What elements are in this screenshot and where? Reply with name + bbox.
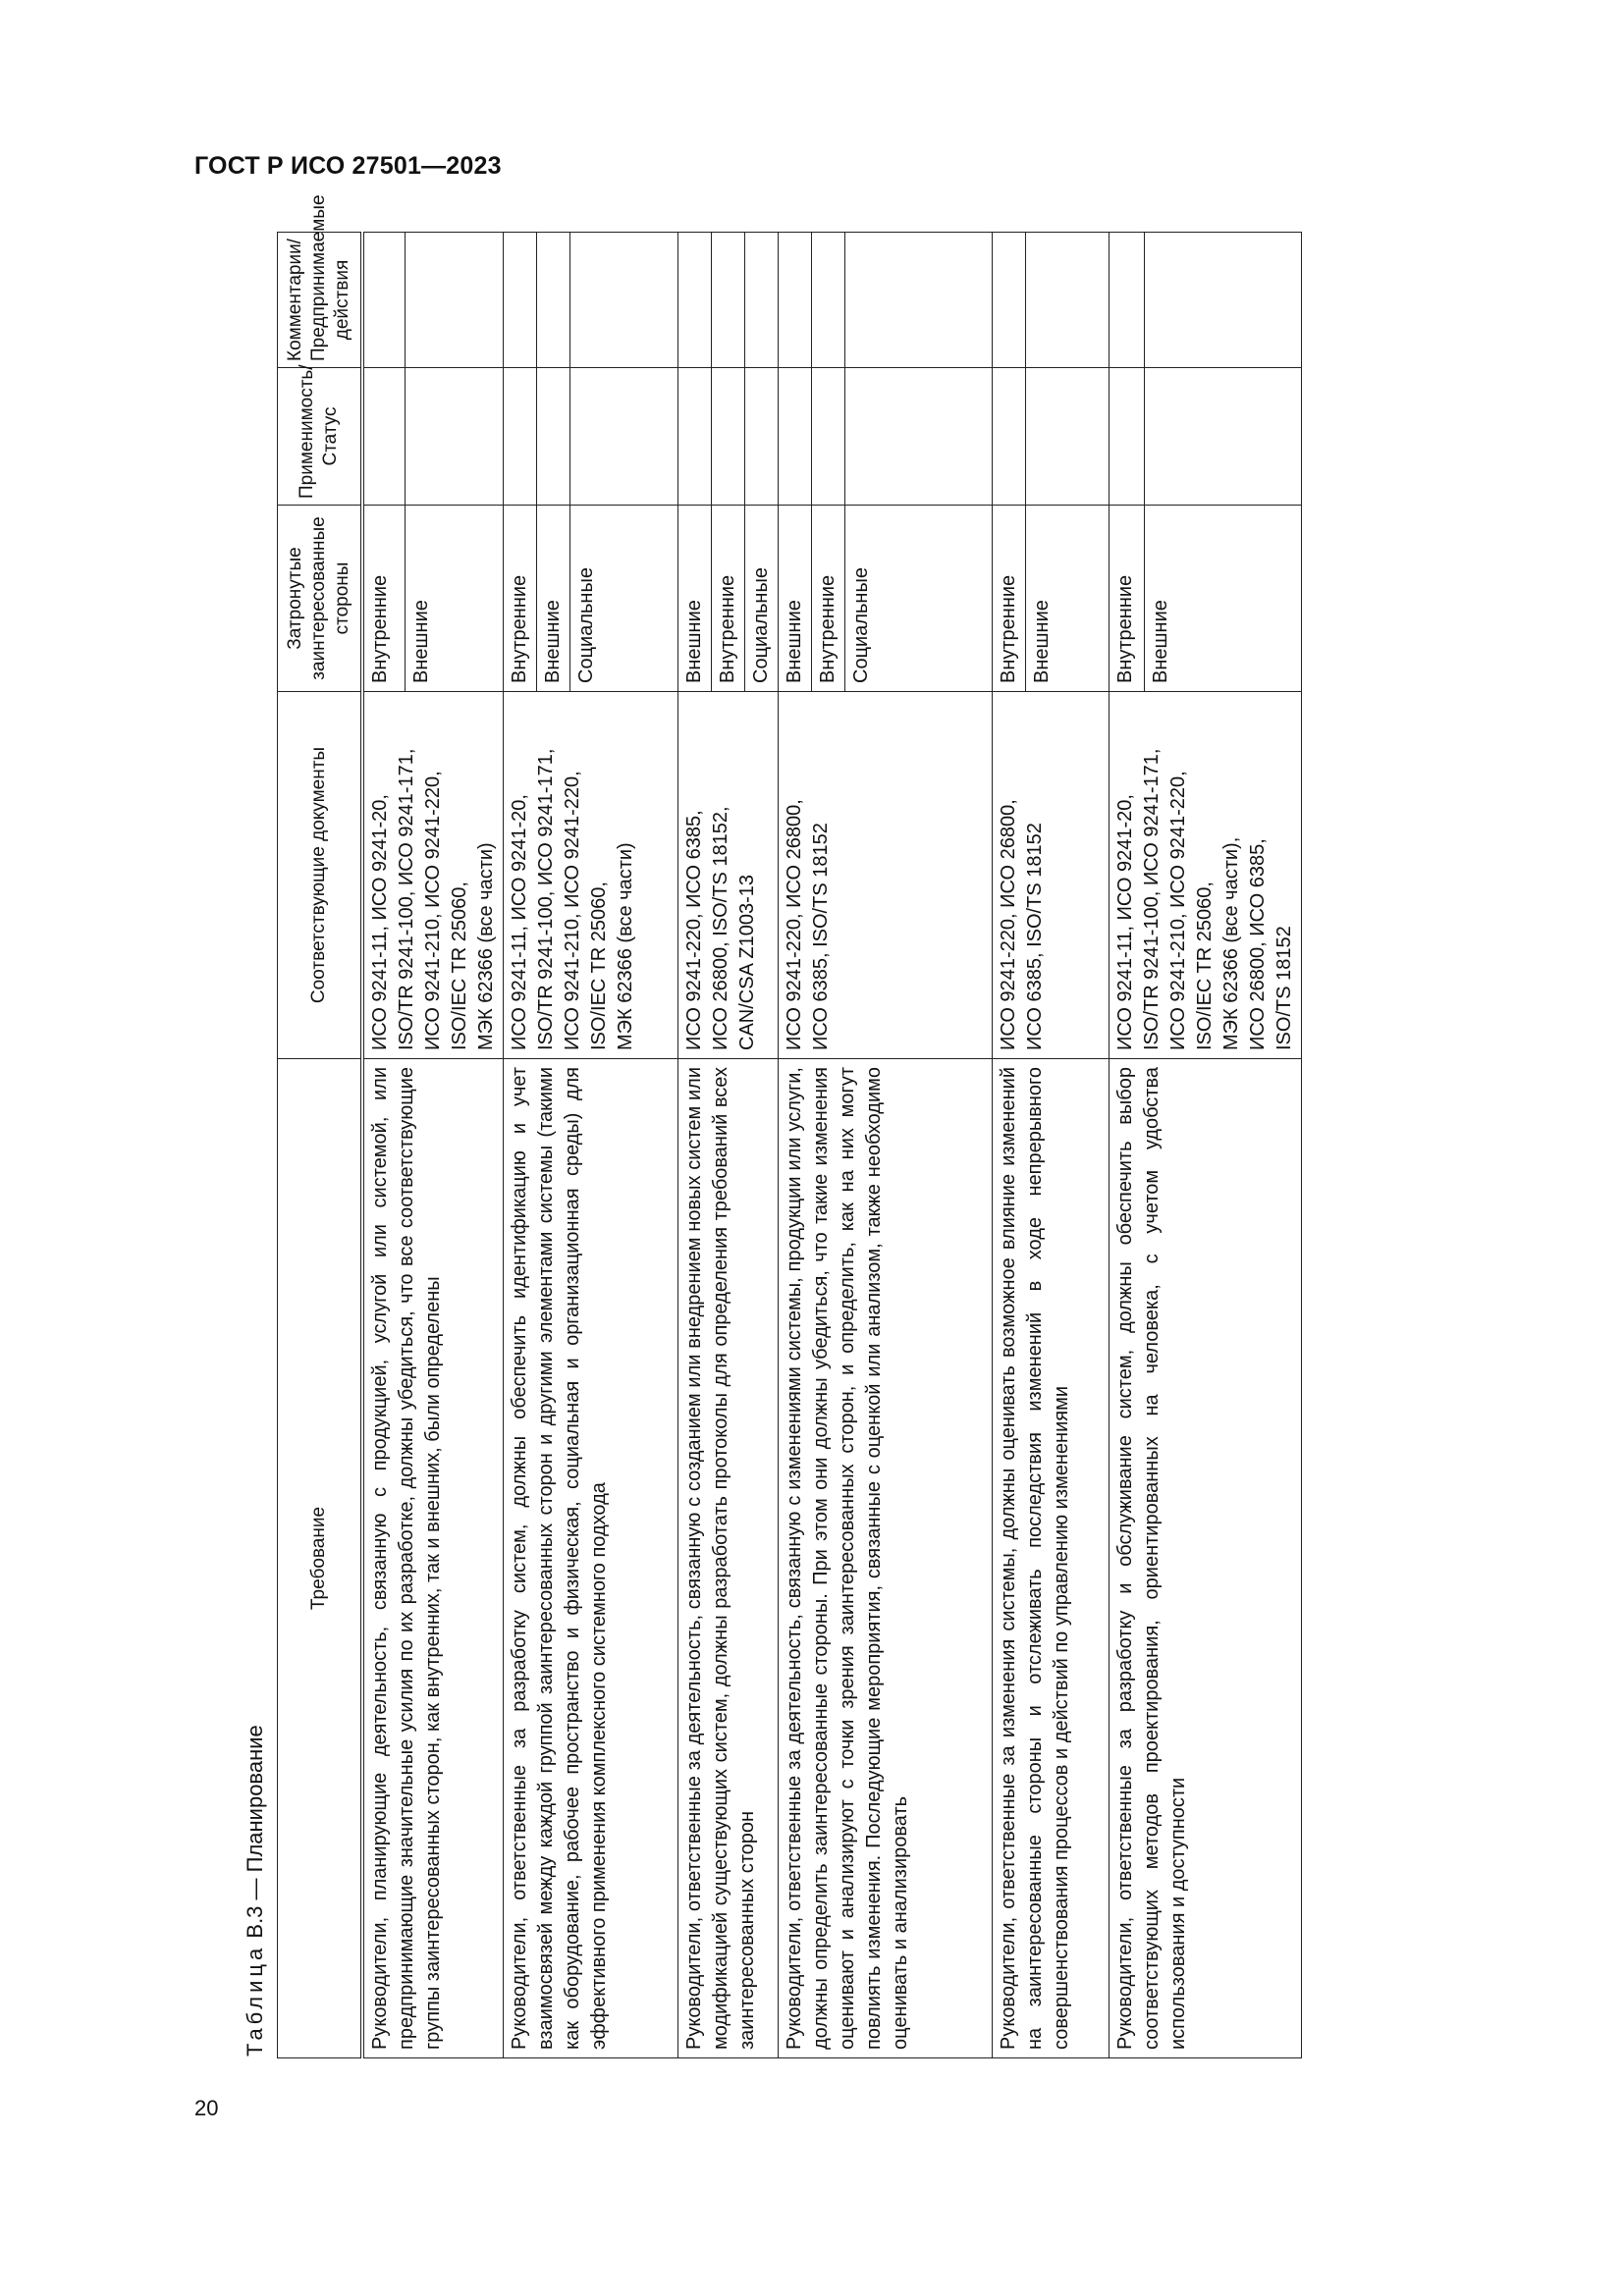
comment-cell — [1110, 233, 1145, 368]
status-cell — [406, 368, 504, 506]
party-cell: Внешние — [406, 506, 504, 692]
table-row — [678, 233, 712, 2058]
comment-cell — [712, 233, 745, 368]
document-line: ИСО 6385, ISO/TS 18152 — [1024, 823, 1046, 1050]
column-header-requirement: Требование — [278, 1059, 363, 2058]
document-line: ISO/TR 9241-100, ИСО 9241-171, — [396, 748, 417, 1050]
document-line: ISO/TR 9241-100, ИСО 9241-171, — [1141, 748, 1163, 1050]
party-cell: Внутренние — [362, 506, 406, 692]
page-number: 20 — [194, 2096, 219, 2120]
table-caption — [233, 233, 277, 2058]
party-cell: Внешние — [1026, 506, 1110, 692]
document-line: ИСО 26800, ISO/TS 18152, — [710, 806, 731, 1050]
status-cell — [678, 368, 712, 506]
document-line: ИСО 9241-210, ИСО 9241-220, — [562, 771, 583, 1050]
comment-cell — [812, 233, 845, 368]
documents-cell — [1110, 692, 1302, 1059]
status-cell — [1026, 368, 1110, 506]
requirement-cell: Руководители, ответственные за деятельность, связанную с изменениями системы, продукции или услуги, должны определить заинтересованные стороны. При этом они должны убедиться, что такие изменения оценивают и анализируют с точки зрения заинтересованных сторон, и определить, как на них могут повлиять изменения. Последующие мероприятия, связанные с оценкой или анализом, также необходимо оценивать и анализировать — [779, 1059, 993, 2058]
document-line: МЭК 62366 (все части) — [615, 842, 636, 1050]
comment-cell — [745, 233, 779, 368]
comment-cell — [570, 233, 678, 368]
document-line: ISO/TS 18152 — [1273, 926, 1295, 1050]
status-cell — [1145, 368, 1302, 506]
table-row — [362, 233, 406, 2058]
document-line: ИСО 9241-220, ИСО 6385, — [683, 810, 705, 1050]
document-line: ИСО 9241-210, ИСО 9241-220, — [422, 771, 444, 1050]
document-line: ISO/IEC TR 25060, — [1194, 881, 1216, 1050]
document-line: ИСО 9241-11, ИСО 9241-20, — [369, 794, 391, 1050]
comment-cell — [845, 233, 993, 368]
document-line: ИСО 6385, ISO/TS 18152 — [810, 823, 832, 1050]
requirement-cell: Руководители, ответственные за изменения системы, должны оценивать возможное влияние изменений на заинтересованные стороны и отслеживать последствия изменений в ходе непрерывного совершенствования процессов и действий по управлению изменениями — [993, 1059, 1110, 2058]
planning-table — [277, 194, 1302, 2058]
document-line: ИСО 9241-11, ИСО 9241-20, — [509, 794, 530, 1050]
comment-cell — [678, 233, 712, 368]
party-cell: Внешние — [678, 506, 712, 692]
documents-cell — [362, 692, 504, 1059]
document-line: ИСО 26800, ИСО 6385, — [1247, 838, 1269, 1050]
status-cell — [537, 368, 570, 506]
requirement-cell: Руководители, ответственные за разработку и обслуживание систем, должны обеспечить выбор соответствующих методов проектирования, ориентированных на человека, с учетом удобства использования и доступности — [1110, 1059, 1302, 2058]
party-cell: Внешние — [537, 506, 570, 692]
column-header-parties: Затронутые заинтересованные стороны — [278, 506, 363, 692]
party-cell: Социальные — [570, 506, 678, 692]
requirement-cell: Руководители, планирующие деятельность, связанную с продукцией, услугой или системой, или предпринимающие значительные усилия по их разработке, должны убедиться, что все соответствующие группы заинтересованных сторон, как внутренних, так и внешних, были определены — [362, 1059, 504, 2058]
document-line: ИСО 9241-220, ИСО 26800, — [784, 799, 805, 1050]
column-header-status: Применимость/ Статус — [278, 368, 363, 506]
status-cell — [504, 368, 537, 506]
table-row — [993, 233, 1026, 2058]
document-line: ISO/IEC TR 25060, — [449, 881, 470, 1050]
table-row — [1110, 233, 1145, 2058]
party-cell: Внутренние — [812, 506, 845, 692]
comment-cell — [1026, 233, 1110, 368]
party-cell: Внешние — [779, 506, 812, 692]
documents-cell — [678, 692, 779, 1059]
party-cell: Внутренние — [1110, 506, 1145, 692]
table-header-row — [278, 233, 363, 2058]
status-cell — [1110, 368, 1145, 506]
document-line: ИСО 9241-11, ИСО 9241-20, — [1114, 794, 1136, 1050]
comment-cell — [993, 233, 1026, 368]
requirement-cell: Руководители, ответственные за деятельность, связанную с созданием или внедрением новых систем или модификацией существующих систем, должны разработать протоколы для определения требований всех заинтересованных сторон — [678, 1059, 779, 2058]
table-row — [779, 233, 812, 2058]
document-line: ИСО 9241-210, ИСО 9241-220, — [1167, 771, 1189, 1050]
table-row — [504, 233, 537, 2058]
party-cell: Социальные — [745, 506, 779, 692]
party-cell: Внутренние — [712, 506, 745, 692]
document-line: МЭК 62366 (все части), — [1220, 836, 1242, 1050]
status-cell — [779, 368, 812, 506]
party-cell: Социальные — [845, 506, 993, 692]
documents-cell — [779, 692, 993, 1059]
status-cell — [745, 368, 779, 506]
document-line: ИСО 9241-220, ИСО 26800, — [998, 799, 1019, 1050]
status-cell — [570, 368, 678, 506]
comment-cell — [779, 233, 812, 368]
status-cell — [993, 368, 1026, 506]
comment-cell — [1145, 233, 1302, 368]
column-header-comments: Комментарии/ Предпринимаемые действия — [278, 233, 363, 368]
table-caption-label: Таблица — [243, 1944, 267, 2056]
status-cell — [362, 368, 406, 506]
document-line: ISO/TR 9241-100, ИСО 9241-171, — [535, 748, 557, 1050]
documents-cell — [993, 692, 1110, 1059]
rotated-table-block — [233, 194, 1357, 2058]
party-cell: Внутренние — [504, 506, 537, 692]
comment-cell — [406, 233, 504, 368]
status-cell — [845, 368, 993, 506]
document-line: ISO/IEC TR 25060, — [588, 881, 610, 1050]
status-cell — [812, 368, 845, 506]
column-header-documents: Соответствующие документы — [278, 692, 363, 1059]
document-header: ГОСТ Р ИСО 27501—2023 — [194, 152, 502, 180]
requirement-cell: Руководители, ответственные за разработку систем, должны обеспечить идентификацию и учет взаимосвязей между каждой группой заинтересованных сторон и другими элементами системы (такими как оборудование, рабочее пространство и физическая, социальная и организационная среды) для эффективного применения комплексного системного подхода — [504, 1059, 678, 2058]
status-cell — [712, 368, 745, 506]
comment-cell — [537, 233, 570, 368]
party-cell: Внутренние — [993, 506, 1026, 692]
comment-cell — [504, 233, 537, 368]
documents-cell — [504, 692, 678, 1059]
table-caption-title: В.3 — Планирование — [243, 1725, 267, 1939]
comment-cell — [362, 233, 406, 368]
document-line: CAN/CSA Z1003-13 — [736, 875, 758, 1050]
document-line: МЭК 62366 (все части) — [475, 842, 497, 1050]
party-cell: Внешние — [1145, 506, 1302, 692]
